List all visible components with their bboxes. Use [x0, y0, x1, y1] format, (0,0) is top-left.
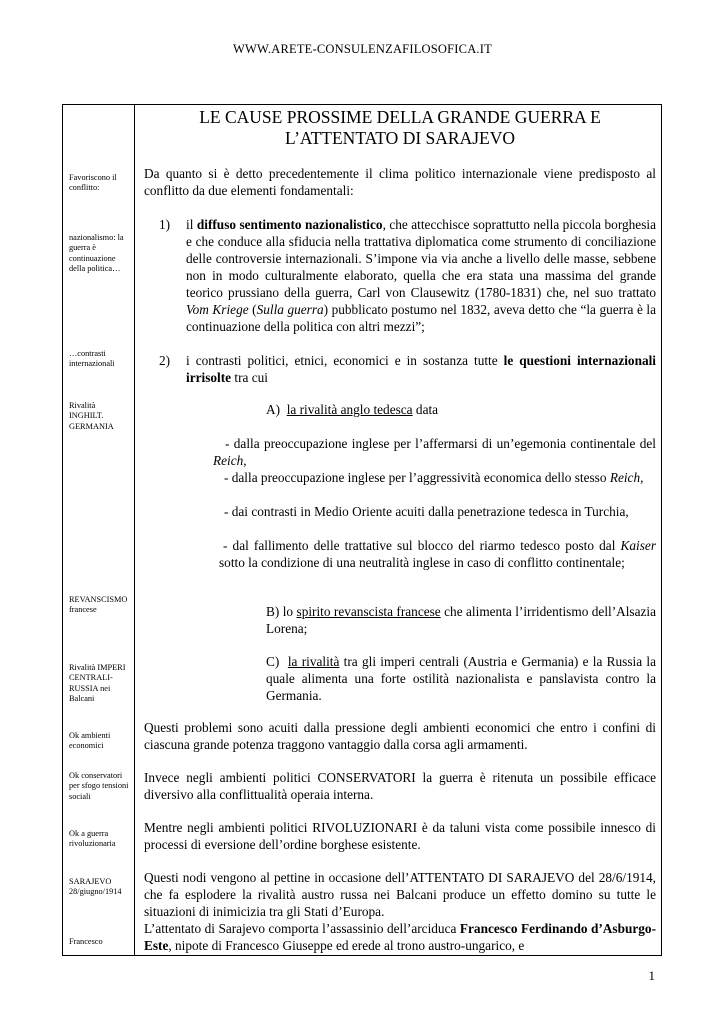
list-item-contrasts: 2) i contrasti politici, etnici, economici e in sostanza tutte le questioni internazionali irrisolte tra cui [159, 353, 657, 385]
margin-note-revanchism: REVANSCISMO francese [69, 595, 128, 615]
paragraph-sarajevo: Questi nodi vengono al pettine in occasione dell’ATTENTATO DI SARAJEVO del 28/6/1914, che fa esplodere la rivalità austro russa nei Balcani produce un effetto domino su tutte le situazioni di inimicizia tra gli Stati d’Europa. [144, 870, 656, 919]
margin-note-conservatives: Ok conservatori per sfogo tensioni sociali [69, 771, 129, 801]
intro-paragraph: Da quanto si è detto precedentemente il clima politico internazionale viene predisposto al conflitto da due elementi fondamentali: [144, 166, 656, 198]
dash-item-economic: - dalla preoccupazione inglese per l’aggressività economica dello stesso Reich, [224, 470, 644, 485]
page-number: 1 [648, 968, 655, 983]
main-column [144, 105, 657, 953]
margin-note-economic: Ok ambienti economici [69, 731, 111, 751]
paragraph-economic: Questi problemi sono acuiti dalla pressione degli ambienti economici che entro i confini di ciascuna grande potenza traggono vantaggio dalla corsa agli armamenti. [144, 720, 656, 752]
margin-note-revolution: Ok a guerra rivoluzionaria [69, 829, 116, 849]
paragraph-revolutionaries: Mentre negli ambienti politici RIVOLUZIONARI è da taluni vista come possibile innesco di processi di eversione dell’ordine borghese esistente. [144, 820, 656, 852]
dash-item-hegemony: - dalla preoccupazione inglese per l’affermarsi di un’egemonia continentale del Reich, [213, 436, 656, 468]
margin-note-francesco: Francesco [69, 937, 103, 946]
column-divider [134, 105, 135, 955]
margin-note-sarajevo: SARAJEVO 28/giugno/1914 [69, 877, 122, 897]
sub-item-a: A) la rivalità anglo tedesca data [266, 402, 439, 417]
content-frame [62, 104, 662, 956]
sub-item-b: B) lo spirito revanscista francese che alimenta l’irridentismo dell’Alsazia Lorena; [266, 604, 657, 636]
margin-note-nationalism: nazionalismo: la guerra è continuazione della politica… [69, 233, 124, 274]
website-header: WWW.ARETE-CONSULENZAFILOSOFICA.IT [233, 42, 492, 56]
margin-note-uk-germany: Rivalità INGHILT. GERMANIA [69, 401, 114, 431]
dash-item-rearmament: - dal fallimento delle trattative sul blocco del riarmo tedesco posto dal Kaiser sotto la condizione di una neutralità inglese in caso di conflitto continentale; [219, 538, 656, 570]
margin-note-favor: Favoriscono il conflitto: [69, 173, 117, 193]
margin-note-contrasts: …contrasti internazionali [69, 349, 115, 369]
sub-item-c: C) la rivalità tra gli imperi centrali (Austria e Germania) e la Russia la quale alimenta una forte ostilità nazionalista e panslavista contro la Germania. [266, 654, 656, 703]
paragraph-archduke: L’attentato di Sarajevo comporta l’assassinio dell’arciduca Francesco Ferdinando d’Asburgo-Este, nipote di Francesco Giuseppe ed erede al trono austro-ungarico, e [144, 921, 656, 953]
page-title: LE CAUSE PROSSIME DELLA GRANDE GUERRA E L’ATTENTATO DI SARAJEVO [199, 107, 601, 148]
paragraph-conservatives: Invece negli ambienti politici CONSERVATORI la guerra è ritenuta un possibile efficace diversivo alla conflittualità operaia interna. [144, 770, 656, 802]
dash-item-middle-east: - dai contrasti in Medio Oriente acuiti dalla penetrazione tedesca in Turchia, [224, 504, 629, 519]
list-item-nationalism: 1) il diffuso sentimento nazionalistico, che attecchisce soprattutto nella piccola borghesia e che conduce alla sfiducia nella trattativa diplomatica come strumento di conciliazione delle controversie internazionali. S’impone via via anche a livello delle masse, sebbene non in modo culturalmente elaborato, quella che era stata una massima del grande teorico prussiano della guerra, Carl von Clausewitz (1780-1831) che, nel suo trattato Vom Kriege (Sulla guerra) pubblicato postumo nel 1832, aveva detto che “la guerra è la continuazione della politica con altri mezzi”; [159, 217, 656, 334]
margin-note-empires-russia: Rivalità IMPERI CENTRALI-RUSSIA nei Balcani [69, 663, 126, 704]
